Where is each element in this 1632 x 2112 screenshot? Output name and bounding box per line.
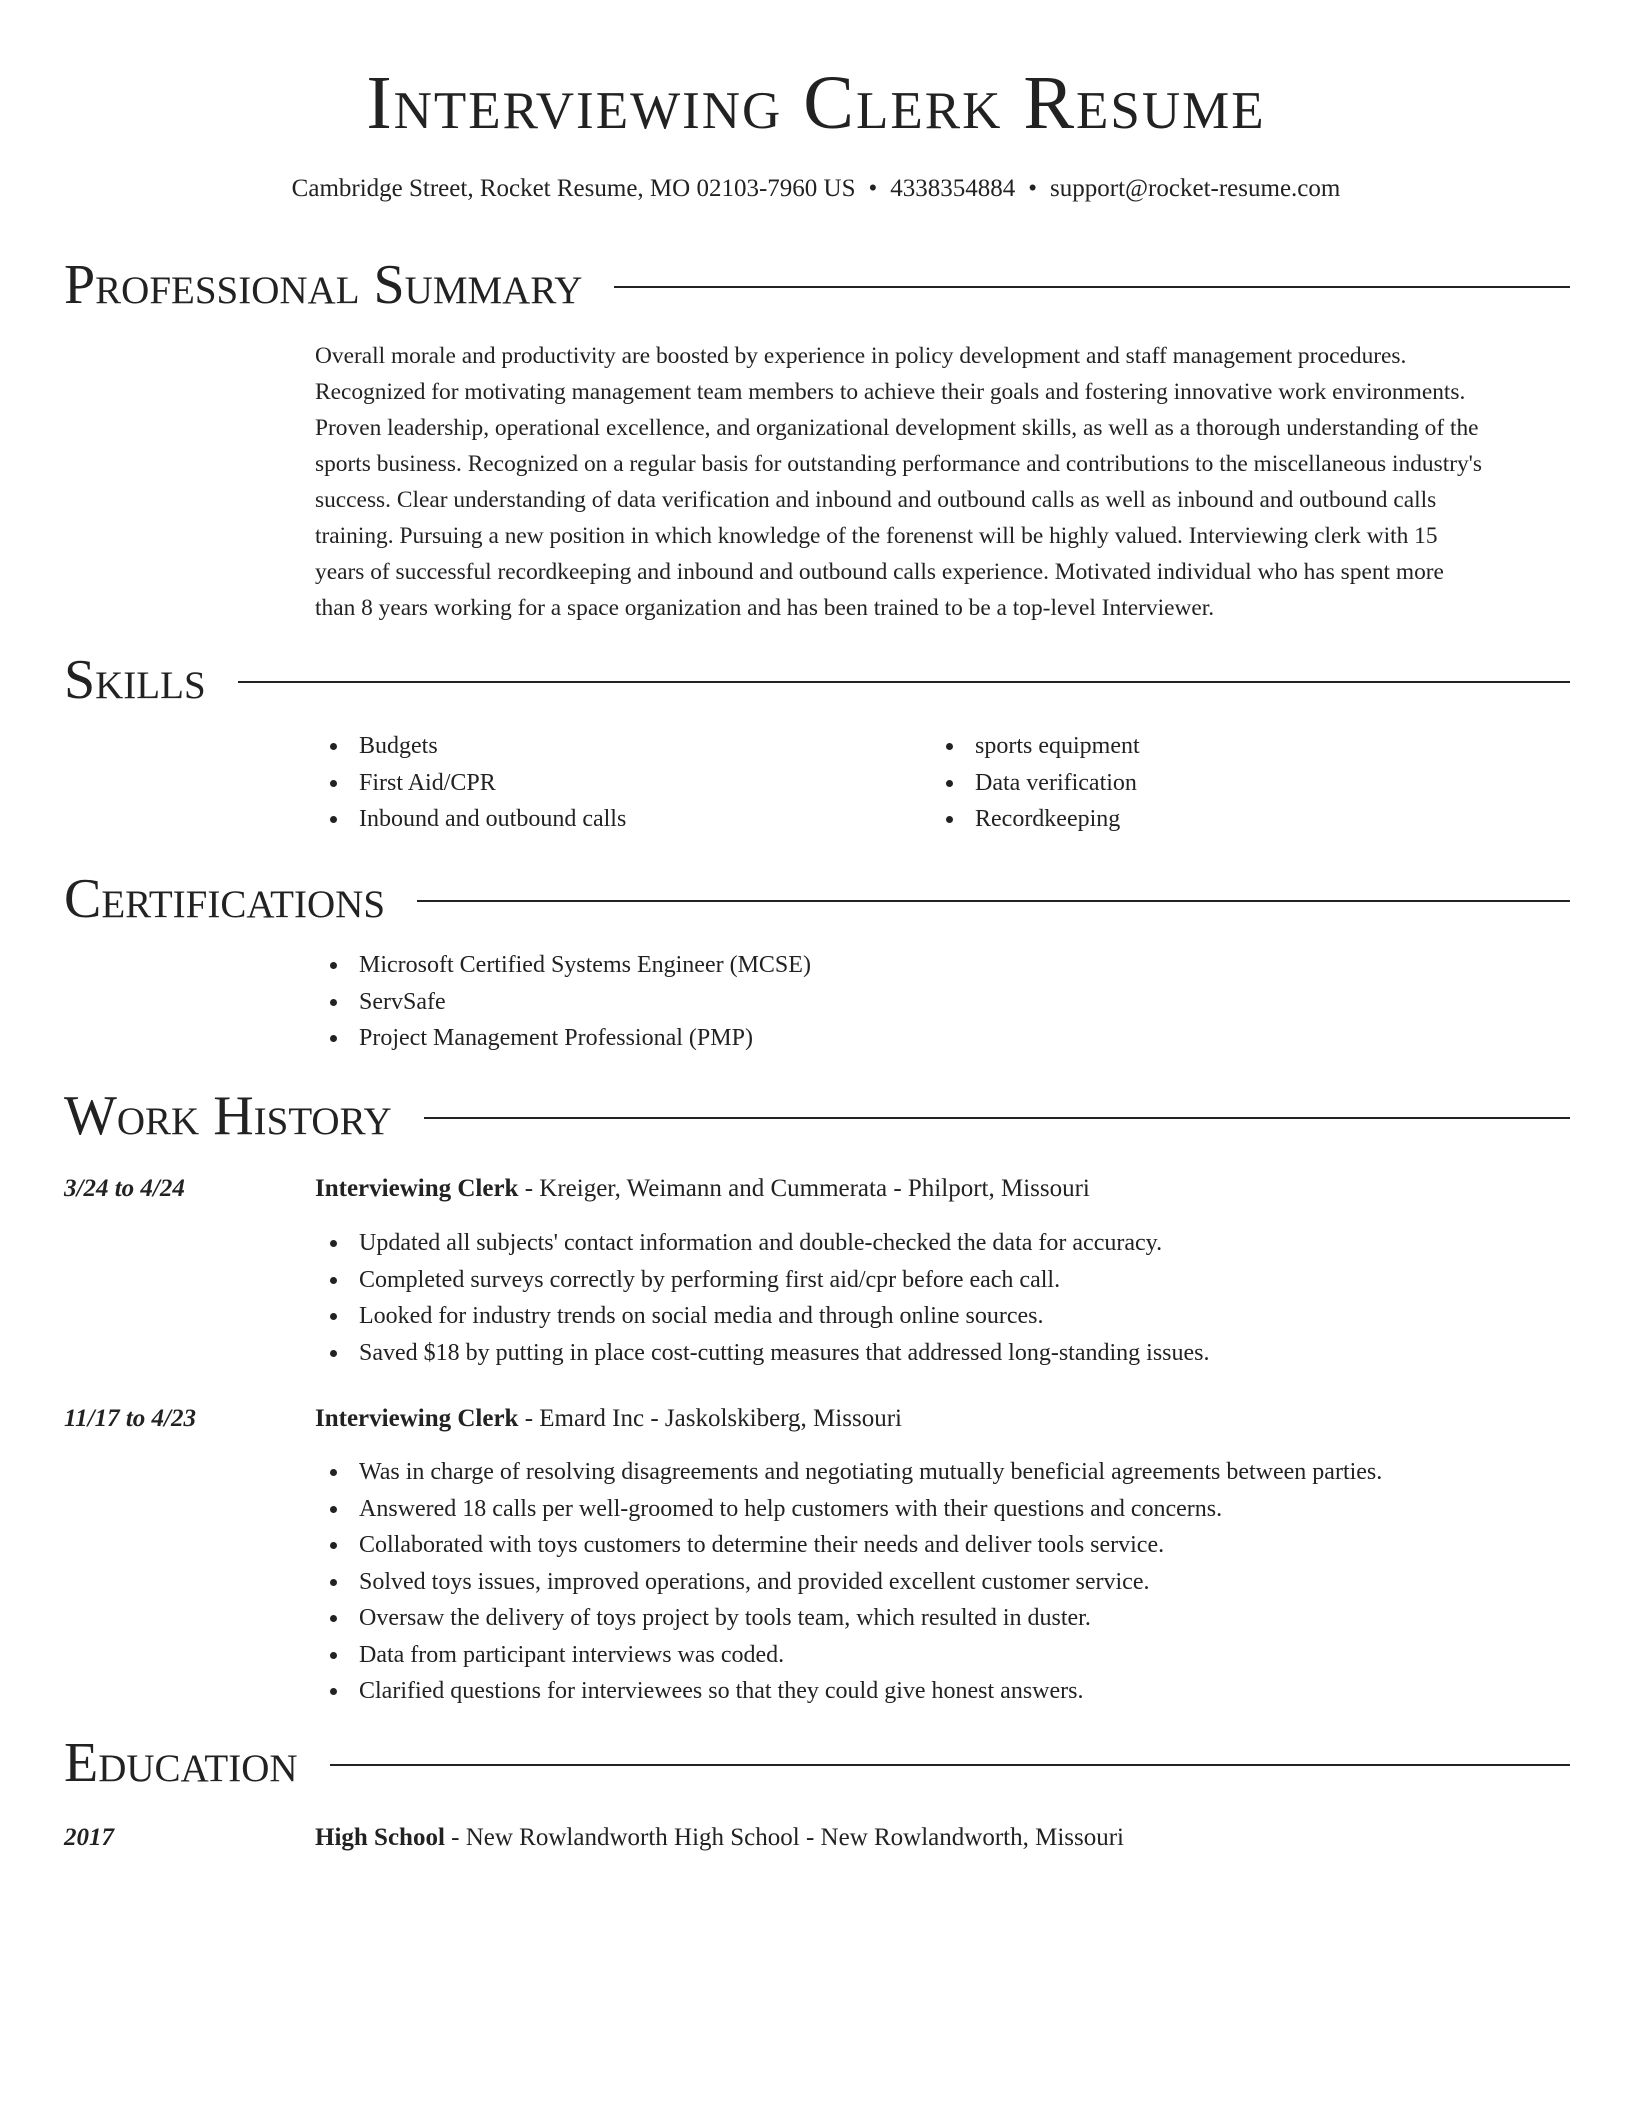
- education-school: - New Rowlandworth High School - New Rowlandworth, Missouri: [444, 1824, 1125, 1851]
- summary-line: Overall morale and productivity are boosted by experience in policy development and staff management procedures.: [315, 343, 1407, 369]
- job-dates: 3/24 to 4/24: [64, 1175, 185, 1202]
- contact-phone: 4338354884: [890, 175, 1016, 202]
- contact-email: support@rocket-resume.com: [1050, 175, 1341, 202]
- job-duty-item: Completed surveys correctly by performing first aid/cpr before each call.: [315, 1262, 1565, 1299]
- job-duty-item: Solved toys issues, improved operations, and provided excellent customer service.: [315, 1564, 1565, 1601]
- education-line: [315, 1820, 1124, 1856]
- section-divider: [417, 900, 1570, 902]
- certification-item: Microsoft Certified Systems Engineer (MCSE): [315, 947, 1515, 984]
- job-duty-item: Updated all subjects' contact information and double-checked the data for accuracy.: [315, 1225, 1565, 1262]
- certification-item: Project Management Professional (PMP): [315, 1020, 1515, 1057]
- work-section-header: [64, 1081, 1570, 1151]
- skill-item: Budgets: [315, 728, 895, 765]
- education-section-header: [64, 1728, 1570, 1798]
- contact-separator: •: [868, 175, 878, 202]
- summary-heading: Professional Summary: [64, 254, 583, 316]
- resume-title: Interviewing Clerk Resume: [366, 61, 1266, 145]
- summary-line: than 8 years working for a space organization and has been trained to be a top-level Interviewer.: [315, 595, 1215, 621]
- job-title-line: [315, 1171, 1090, 1207]
- contact-line: [0, 172, 1632, 206]
- job-role: Interviewing Clerk: [315, 1405, 519, 1432]
- section-divider: [330, 1764, 1570, 1766]
- summary-line: Recognized for motivating management team members to achieve their goals and fostering innovative work environments.: [315, 379, 1466, 405]
- job-duties-list: [315, 1454, 1565, 1710]
- job-duty-item: Looked for industry trends on social media and through online sources.: [315, 1298, 1565, 1335]
- work-heading: Work History: [64, 1085, 392, 1147]
- skill-item: First Aid/CPR: [315, 765, 895, 802]
- skills-section-header: [64, 645, 1570, 715]
- contact-address: Cambridge Street, Rocket Resume, MO 02103-7960 US: [291, 175, 856, 202]
- skills-heading: Skills: [64, 649, 206, 711]
- certifications-list: [315, 947, 1515, 1057]
- summary-line: sports business. Recognized on a regular basis for outstanding performance and contributions to the miscellaneous industry's: [315, 451, 1482, 477]
- job-duty-item: Saved $18 by putting in place cost-cutting measures that addressed long-standing issues.: [315, 1335, 1565, 1372]
- job-duty-item: Collaborated with toys customers to determine their needs and deliver tools service.: [315, 1527, 1565, 1564]
- skill-item: Inbound and outbound calls: [315, 801, 895, 838]
- summary-text: [315, 338, 1575, 626]
- section-divider: [424, 1117, 1570, 1119]
- skill-item: Recordkeeping: [931, 801, 1511, 838]
- job-duty-item: Was in charge of resolving disagreements and negotiating mutually beneficial agreements between parties.: [315, 1454, 1565, 1491]
- summary-line: years of successful recordkeeping and inbound and outbound calls experience. Motivated individual who has spent more: [315, 559, 1444, 585]
- skill-item: sports equipment: [931, 728, 1511, 765]
- certification-item: ServSafe: [315, 984, 1515, 1021]
- certifications-section-header: [64, 864, 1570, 934]
- summary-line: success. Clear understanding of data verification and inbound and outbound calls as well as inbound and outbound calls: [315, 487, 1437, 513]
- job-duties-list: [315, 1225, 1565, 1371]
- job-duty-item: Clarified questions for interviewees so that they could give honest answers.: [315, 1673, 1565, 1710]
- section-divider: [614, 286, 1570, 288]
- job-employer: - Kreiger, Weimann and Cummerata - Philport, Missouri: [518, 1175, 1090, 1202]
- summary-line: Proven leadership, operational excellence, and organizational development skills, as well as a thorough understanding of the: [315, 415, 1479, 441]
- job-dates: 11/17 to 4/23: [64, 1405, 196, 1432]
- contact-separator: •: [1028, 175, 1038, 202]
- summary-section-header: [64, 250, 1570, 320]
- job-title-line: [315, 1401, 902, 1437]
- summary-line: training. Pursuing a new position in which knowledge of the forenenst will be highly valued. Interviewing clerk with 15: [315, 523, 1438, 549]
- section-divider: [238, 681, 1570, 683]
- certifications-heading: Certifications: [64, 868, 386, 930]
- job-duty-item: Answered 18 calls per well-groomed to help customers with their questions and concerns.: [315, 1491, 1565, 1528]
- education-year: 2017: [64, 1824, 114, 1851]
- job-duty-item: Oversaw the delivery of toys project by tools team, which resulted in duster.: [315, 1600, 1565, 1637]
- education-degree: High School: [315, 1824, 445, 1851]
- job-duty-item: Data from participant interviews was coded.: [315, 1637, 1565, 1674]
- education-heading: Education: [64, 1732, 298, 1794]
- skills-list-right: [931, 728, 1511, 838]
- job-employer: - Emard Inc - Jaskolskiberg, Missouri: [518, 1405, 902, 1432]
- skill-item: Data verification: [931, 765, 1511, 802]
- skills-list-left: [315, 728, 895, 838]
- job-role: Interviewing Clerk: [315, 1175, 519, 1202]
